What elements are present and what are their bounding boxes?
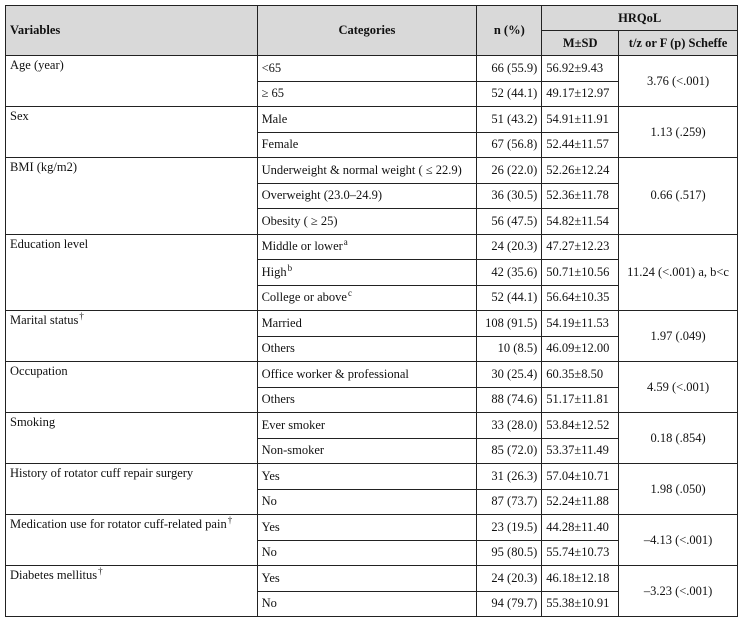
category-label: Yes [261,519,280,534]
header-categories: Categories [257,6,477,56]
variable-label: Diabetes mellitus [10,568,98,582]
category-cell [257,413,477,439]
mean-sd-cell: 46.09±12.00 [542,336,619,362]
category-cell [257,336,477,362]
category-label: Male [261,111,288,126]
category-label: Ever smoker [261,417,326,432]
table-body [6,56,738,617]
n-percent-cell: 10 (8.5) [477,336,542,362]
header-n-percent: n (%) [477,6,542,56]
category-label: Overweight (23.0–24.9) [261,188,383,203]
n-percent-cell: 56 (47.5) [477,209,542,235]
category-cell [257,566,477,592]
variable-label: Education level [10,236,89,251]
variable-label: Age (year) [10,58,64,72]
category-superscript: c [347,288,352,299]
category-cell [257,209,477,235]
test-statistic-cell: 1.98 (.050) [619,464,738,515]
table-row [6,56,738,82]
n-percent-cell: 42 (35.6) [477,260,542,286]
category-cell [257,515,477,541]
mean-sd-cell: 51.17±11.81 [542,387,619,413]
mean-sd-cell: 52.24±11.88 [542,489,619,515]
mean-sd-cell: 47.27±12.23 [542,234,619,260]
variable-cell [6,566,258,617]
table-row [6,362,738,388]
mean-sd-cell: 54.82±11.54 [542,209,619,235]
category-label: Married [261,315,302,330]
n-percent-cell: 24 (20.3) [477,234,542,260]
category-cell [257,387,477,413]
category-cell [257,158,477,184]
variable-cell [6,311,258,362]
n-percent-cell: 52 (44.1) [477,81,542,107]
mean-sd-cell: 56.92±9.43 [542,56,619,82]
variable-label: BMI (kg/m2) [10,160,78,174]
category-superscript: a [343,237,348,248]
mean-sd-cell: 56.64±10.35 [542,285,619,311]
category-cell [257,464,477,490]
category-cell [257,489,477,515]
variable-cell [6,515,258,566]
n-percent-cell: 23 (19.5) [477,515,542,541]
category-cell [257,285,477,311]
table-row [6,311,738,337]
category-cell [257,260,477,286]
footnote-marker: † [98,566,103,576]
mean-sd-cell: 49.17±12.97 [542,81,619,107]
category-cell [257,183,477,209]
header-test-statistic: t/z or F (p) Scheffe [619,31,738,56]
variable-label: Medication use for rotator cuff-related pain [10,517,227,531]
table-row [6,464,738,490]
mean-sd-cell: 53.84±12.52 [542,413,619,439]
category-cell [257,438,477,464]
n-percent-cell: 94 (79.7) [477,591,542,617]
variable-label: Smoking [10,415,56,429]
variable-cell [6,56,258,107]
table-row [6,234,738,260]
n-percent-cell: 36 (30.5) [477,183,542,209]
hrqol-table [5,5,738,617]
category-superscript: b [287,262,293,273]
table-row [6,566,738,592]
category-label: Others [261,341,295,356]
variable-cell [6,464,258,515]
table-header [6,6,738,56]
mean-sd-cell: 52.36±11.78 [542,183,619,209]
category-label: Others [261,392,295,407]
n-percent-cell: 88 (74.6) [477,387,542,413]
category-label: Middle or lower [261,239,343,254]
n-percent-cell: 51 (43.2) [477,107,542,133]
mean-sd-cell: 44.28±11.40 [542,515,619,541]
category-label: Office worker & professional [261,366,409,381]
test-statistic-cell: –3.23 (<.001) [619,566,738,617]
table-row [6,515,738,541]
mean-sd-cell: 50.71±10.56 [542,260,619,286]
variable-cell [6,362,258,413]
n-percent-cell: 108 (91.5) [477,311,542,337]
category-label: Yes [261,570,280,585]
mean-sd-cell: 52.44±11.57 [542,132,619,158]
test-statistic-cell: 4.59 (<.001) [619,362,738,413]
test-statistic-cell: 0.66 (.517) [619,158,738,235]
category-cell [257,362,477,388]
n-percent-cell: 24 (20.3) [477,566,542,592]
category-cell [257,107,477,133]
header-variables: Variables [6,6,258,56]
category-cell [257,81,477,107]
mean-sd-cell: 46.18±12.18 [542,566,619,592]
category-cell [257,234,477,260]
variable-cell [6,158,258,235]
variable-cell [6,234,258,311]
category-label: Female [261,137,299,152]
n-percent-cell: 95 (80.5) [477,540,542,566]
test-statistic-cell: 0.18 (.854) [619,413,738,464]
category-label: High [261,264,287,279]
category-label: No [261,545,277,560]
category-label: College or above [261,290,347,305]
table-row [6,158,738,184]
header-hrqol: HRQoL [542,6,738,31]
table-row [6,413,738,439]
test-statistic-cell: 11.24 (<.001) a, b<c [619,234,738,311]
mean-sd-cell: 55.38±10.91 [542,591,619,617]
variable-cell [6,107,258,158]
mean-sd-cell: 54.91±11.91 [542,107,619,133]
footnote-marker: † [79,311,84,321]
category-cell [257,591,477,617]
n-percent-cell: 85 (72.0) [477,438,542,464]
variable-label: Marital status [10,313,79,327]
mean-sd-cell: 60.35±8.50 [542,362,619,388]
n-percent-cell: 52 (44.1) [477,285,542,311]
n-percent-cell: 33 (28.0) [477,413,542,439]
test-statistic-cell: 1.97 (.049) [619,311,738,362]
category-label: No [261,596,277,611]
mean-sd-cell: 57.04±10.71 [542,464,619,490]
test-statistic-cell: 1.13 (.259) [619,107,738,158]
table-row [6,107,738,133]
n-percent-cell: 31 (26.3) [477,464,542,490]
n-percent-cell: 26 (22.0) [477,158,542,184]
category-cell [257,56,477,82]
header-mean-sd: M±SD [542,31,619,56]
test-statistic-cell: –4.13 (<.001) [619,515,738,566]
mean-sd-cell: 54.19±11.53 [542,311,619,337]
n-percent-cell: 87 (73.7) [477,489,542,515]
variable-label: History of rotator cuff repair surgery [10,466,194,480]
mean-sd-cell: 55.74±10.73 [542,540,619,566]
mean-sd-cell: 52.26±12.24 [542,158,619,184]
category-cell [257,540,477,566]
category-cell [257,311,477,337]
footnote-marker: † [227,515,233,525]
variable-cell [6,413,258,464]
variable-label: Occupation [10,364,68,378]
n-percent-cell: 30 (25.4) [477,362,542,388]
category-cell [257,132,477,158]
category-label: Obesity ( ≥ 25) [261,213,338,228]
category-label: Non-smoker [261,443,325,458]
category-label: ≥ 65 [261,86,285,101]
mean-sd-cell: 53.37±11.49 [542,438,619,464]
variable-label: Sex [10,109,29,123]
test-statistic-cell: 3.76 (<.001) [619,56,738,107]
n-percent-cell: 66 (55.9) [477,56,542,82]
category-label: <65 [261,60,282,75]
category-label: No [261,494,277,509]
category-label: Underweight & normal weight ( ≤ 22.9) [261,162,462,177]
category-label: Yes [261,468,280,483]
n-percent-cell: 67 (56.8) [477,132,542,158]
